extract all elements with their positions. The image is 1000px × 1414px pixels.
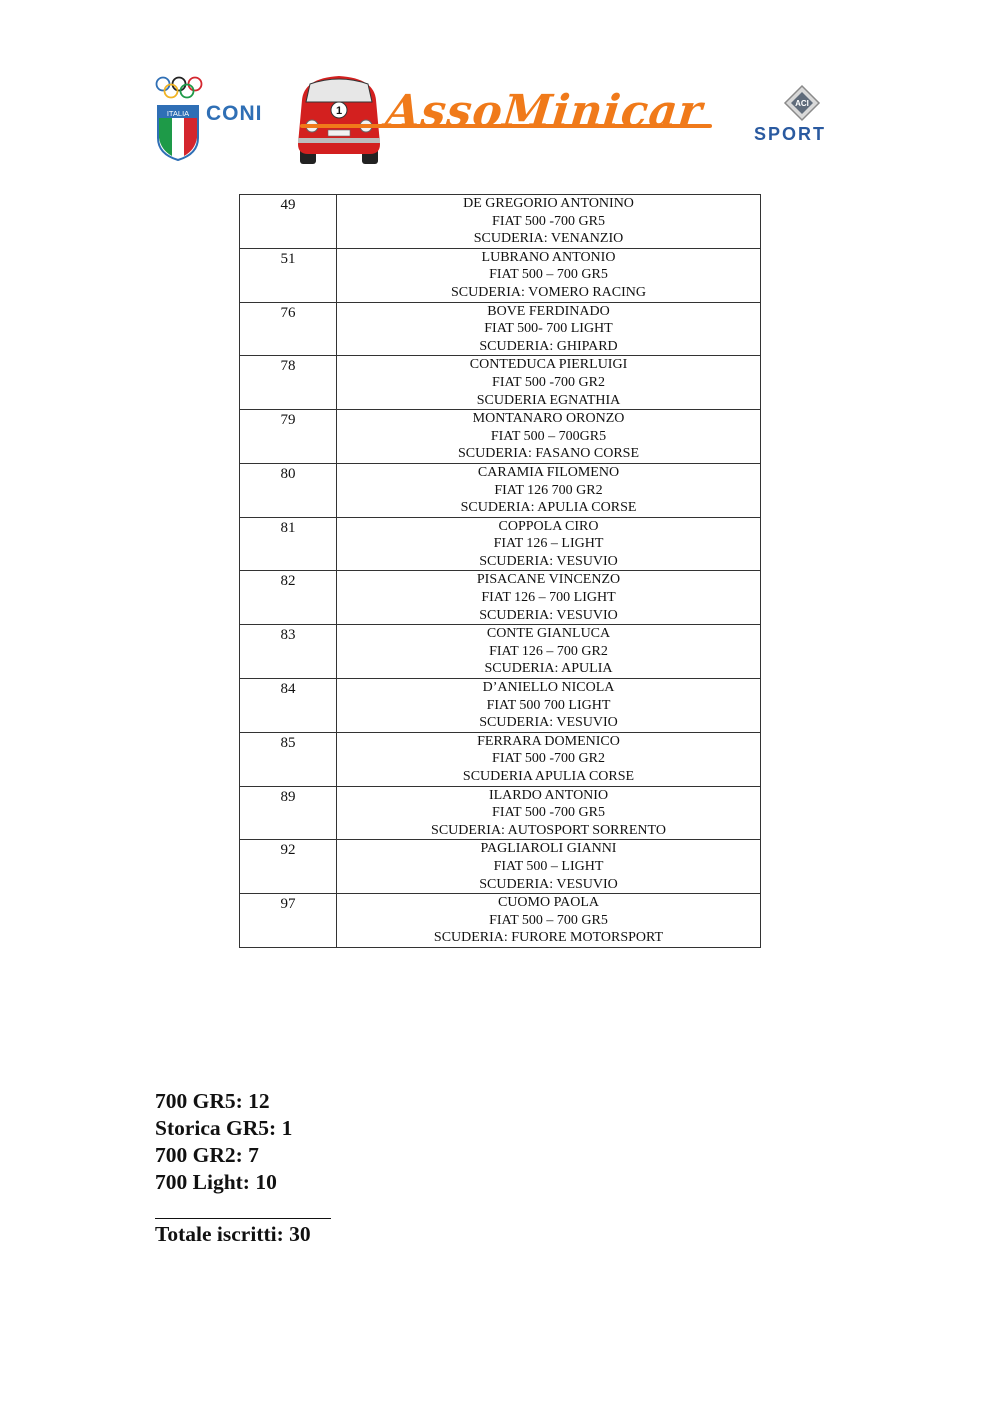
entry-number: 85 (240, 732, 337, 786)
entry-details (337, 195, 761, 249)
entry-driver: CONTE GIANLUCA (486, 626, 611, 642)
shield-label: ITALIA (166, 109, 190, 118)
entry-details (337, 517, 761, 571)
entry-car: FIAT 126 700 GR2 (494, 482, 603, 498)
aci-badge-label: ACI (795, 99, 809, 108)
entry-team: SCUDERIA: VENANZIO (473, 231, 624, 247)
entry-driver: PAGLIAROLI GIANNI (480, 841, 617, 857)
entry-team: SCUDERIA: VESUVIO (479, 553, 618, 569)
aci-sport-logo (750, 84, 858, 146)
entry-number: 79 (240, 410, 337, 464)
table-row (240, 732, 761, 786)
entry-details (337, 786, 761, 840)
entry-details (337, 356, 761, 410)
entry-number: 78 (240, 356, 337, 410)
entry-car: FIAT 500 – 700 GR5 (489, 912, 608, 928)
olympic-rings-icon (154, 76, 206, 100)
entry-number: 84 (240, 679, 337, 733)
aci-sport-label: SPORT (754, 124, 827, 144)
summary-line-gr2: 700 GR2: 7 (155, 1143, 259, 1167)
table-row (240, 571, 761, 625)
entry-driver: FERRARA DOMENICO (477, 733, 620, 749)
entry-details (337, 894, 761, 948)
entry-driver: D’ANIELLO NICOLA (482, 680, 615, 696)
total-entries: Totale iscritti: 30 (155, 1222, 311, 1246)
entry-team: SCUDERIA: VESUVIO (479, 715, 618, 731)
italia-shield-icon (156, 104, 200, 162)
entry-details (337, 248, 761, 302)
entry-car: FIAT 126 – 700 LIGHT (481, 590, 616, 606)
table-row (240, 356, 761, 410)
entry-team: SCUDERIA: FASANO CORSE (458, 446, 639, 462)
entry-car: FIAT 500 -700 GR2 (492, 751, 605, 767)
entry-team: SCUDERIA: VOMERO RACING (451, 284, 646, 300)
entry-number: 81 (240, 517, 337, 571)
table-row (240, 195, 761, 249)
table-row (240, 302, 761, 356)
entry-team: SCUDERIA EGNATHIA (476, 392, 621, 408)
entry-team: SCUDERIA: APULIA CORSE (460, 500, 637, 516)
entry-car: FIAT 500- 700 LIGHT (484, 321, 613, 337)
entry-car: FIAT 500 – 700GR5 (490, 428, 607, 444)
table-row (240, 840, 761, 894)
entry-car: FIAT 500 – 700 GR5 (489, 267, 608, 283)
entries-table (239, 194, 761, 948)
entry-number: 76 (240, 302, 337, 356)
assominicar-logo-text: AssoMinicar (383, 86, 706, 137)
entry-team: SCUDERIA: VESUVIO (479, 607, 618, 623)
entry-driver: CONTEDUCA PIERLUIGI (469, 357, 628, 373)
table-row (240, 248, 761, 302)
entry-driver: LUBRANO ANTONIO (481, 249, 616, 265)
entry-driver: PISACANE VINCENZO (476, 572, 621, 588)
car-number: 1 (335, 105, 343, 117)
entries-table-body (240, 195, 761, 948)
entry-details (337, 571, 761, 625)
entry-number: 80 (240, 463, 337, 517)
entry-car: FIAT 126 – 700 GR2 (489, 643, 608, 659)
entry-team: SCUDERIA: APULIA (484, 661, 613, 677)
entry-team: SCUDERIA: FURORE MOTORSPORT (433, 930, 664, 946)
entry-number: 49 (240, 195, 337, 249)
entry-driver: DE GREGORIO ANTONINO (463, 196, 634, 211)
entry-team: SCUDERIA APULIA CORSE (462, 769, 635, 784)
entry-driver: COPPOLA CIRO (498, 518, 599, 534)
coni-label: CONI (206, 102, 263, 125)
entry-number: 82 (240, 571, 337, 625)
summary-line-storica-gr5: Storica GR5: 1 (155, 1116, 293, 1140)
table-row (240, 410, 761, 464)
table-row (240, 625, 761, 679)
class-summary (155, 1088, 292, 1196)
entry-number: 51 (240, 248, 337, 302)
entry-car: FIAT 500 700 LIGHT (486, 697, 611, 713)
entry-driver: CARAMIA FILOMENO (477, 464, 620, 480)
table-row (240, 463, 761, 517)
entry-car: FIAT 500 – LIGHT (493, 858, 604, 874)
entry-team: SCUDERIA: VESUVIO (479, 876, 618, 892)
fiat-500-car-logo (284, 70, 394, 166)
entry-team: SCUDERIA: GHIPARD (479, 338, 618, 354)
entry-details (337, 732, 761, 786)
entry-number: 92 (240, 840, 337, 894)
entry-details (337, 679, 761, 733)
entry-car: FIAT 500 -700 GR5 (492, 805, 605, 821)
entry-driver: CUOMO PAOLA (497, 895, 599, 911)
entry-details (337, 302, 761, 356)
coni-logo (152, 76, 272, 166)
entry-driver: MONTANARO ORONZO (472, 411, 625, 427)
aci-badge-icon (782, 84, 822, 122)
entry-number: 89 (240, 786, 337, 840)
entry-details (337, 625, 761, 679)
table-row (240, 786, 761, 840)
table-row (240, 517, 761, 571)
entry-details (337, 410, 761, 464)
table-row (240, 679, 761, 733)
entry-number: 97 (240, 894, 337, 948)
entry-driver: ILARDO ANTONIO (488, 787, 609, 803)
entry-car: FIAT 126 – LIGHT (493, 536, 604, 552)
entry-number: 83 (240, 625, 337, 679)
entry-driver: BOVE FERDINADO (487, 303, 610, 319)
entry-details (337, 840, 761, 894)
entry-details (337, 463, 761, 517)
summary-line-gr5: 700 GR5: 12 (155, 1089, 270, 1113)
summary-divider (155, 1218, 331, 1219)
car-icon (284, 70, 394, 166)
table-row (240, 894, 761, 948)
entry-team: SCUDERIA: AUTOSPORT SORRENTO (431, 822, 666, 838)
entry-car: FIAT 500 -700 GR5 (492, 213, 605, 229)
entry-car: FIAT 500 -700 GR2 (492, 374, 605, 390)
summary-line-light: 700 Light: 10 (155, 1170, 277, 1194)
